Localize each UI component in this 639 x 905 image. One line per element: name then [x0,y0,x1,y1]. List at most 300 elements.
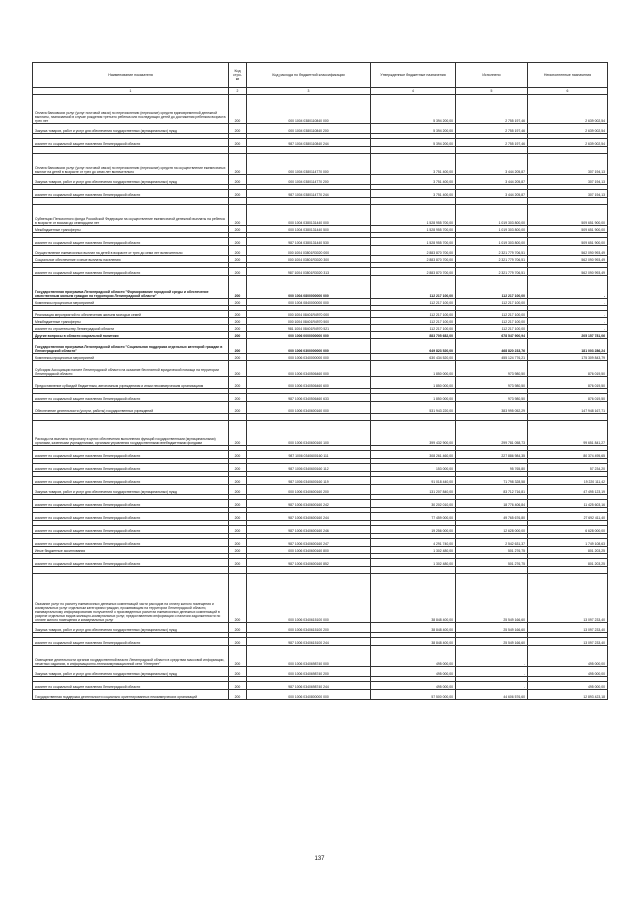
row-line-code: 200 [229,402,247,414]
row-executed: 2 755 197,46 [456,124,528,134]
row-remaining: 562 090 993,49 [528,246,608,256]
row-line-code: 200 [229,464,247,472]
spacer-cell [229,567,247,574]
row-budget-code: 000 1006 0340698740 200 [247,667,371,677]
row-remaining: 47 495 123,19 [528,485,608,495]
row-remaining: - [528,276,608,299]
row-budget-code: 987 1004 0380110840 244 [247,139,371,147]
table-row [33,139,608,147]
spacer-cell [247,567,371,574]
row-budget-code: 000 1004 0380110840 200 [247,124,371,134]
row-budget-code: 000 1004 0380114770 000 [247,154,371,175]
row-executed: 49 765 676,80 [456,513,528,521]
spacer-cell [528,198,608,205]
row-remaining: 307 194,13 [528,190,608,198]
row-name: Субсидия Ассоциации палате Ленинградской области на оказание бесплатной юридической помощи на территории Ленинградской области [33,361,229,377]
row-approved: 1 302 480,00 [371,559,456,567]
column-number: 5 [456,88,528,95]
row-budget-code: 000 1004 0380114770 200 [247,175,371,185]
row-executed: - [456,682,528,690]
row-line-code: 200 [229,421,247,446]
row-remaining: 13 097 233,40 [528,574,608,623]
row-budget-code: 987 1006 0340600160 119 [247,477,371,485]
row-name: комитет по социальной защите населения Ленинградской области [33,190,229,198]
row-budget-code: 981 1004 08401R4970 521 [247,325,371,332]
row-approved: 883 705 682,00 [371,332,456,339]
row-line-code: 200 [229,268,247,276]
row-budget-code: 000 1006 0340600160 000 [247,402,371,414]
row-name: Межбюджетные трансферты [33,318,229,325]
row-executed: 112 217 100,00 [456,325,528,332]
table-row [33,464,608,472]
row-line-code: 200 [229,339,247,354]
table-row [33,638,608,646]
row-name: Комплексы процессных мероприятий [33,354,229,361]
row-executed: 973 980,50 [456,394,528,402]
table-row [33,513,608,521]
row-approved: 3 751 400,00 [371,175,456,185]
row-line-code: 200 [229,623,247,633]
row-approved: 77 459 000,00 [371,513,456,521]
row-line-code: 200 [229,354,247,361]
spacer-cell [371,147,456,154]
row-remaining: 205 157 781,06 [528,332,608,339]
row-approved: 3 751 400,00 [371,190,456,198]
row-executed: 83 712 716,81 [456,485,528,495]
row-budget-code: 000 1006 0340615100 200 [247,623,371,633]
row-approved: 495 000,00 [371,646,456,667]
row-remaining: 876 019,50 [528,377,608,389]
row-approved: 1 302 480,00 [371,547,456,554]
row-executed: 44 606 576,60 [456,690,528,700]
row-remaining: 509 651 900,00 [528,205,608,226]
spacer-cell [528,414,608,421]
row-budget-code: 000 1006 0340506460 000 [247,361,371,377]
row-remaining: - [528,325,608,332]
row-remaining: 307 194,13 [528,154,608,175]
row-name: Иные бюджетные ассигнования [33,547,229,554]
row-budget-code: 987 1006 0340600160 244 [247,513,371,521]
row-line-code: 200 [229,325,247,332]
table-row [33,402,608,414]
row-approved: 91 018 440,00 [371,477,456,485]
row-name: Расходы на выплаты персоналу в целях обеспечения выполнения функций государственными (муниципальными) органами, казенными учреждениями, органами управления государственными внебюджетными фондами [33,421,229,446]
row-budget-code: 000 1004 0380110840 000 [247,95,371,124]
row-budget-code: 000 1004 0380131440 000 [247,205,371,226]
row-executed: 112 217 100,00 [456,299,528,306]
row-remaining: 509 651 900,00 [528,226,608,233]
row-line-code: 200 [229,154,247,175]
row-approved: 1 528 955 700,00 [371,205,456,226]
table-row [33,500,608,508]
row-executed: 468 820 233,76 [456,339,528,354]
table-row [33,205,608,226]
row-budget-code: 987 1004 03801R3020 313 [247,268,371,276]
row-remaining: - [528,318,608,325]
column-number-row [33,88,608,95]
row-executed: - [456,646,528,667]
table-row [33,154,608,175]
row-approved: 112 217 100,00 [371,299,456,306]
row-approved: 112 217 100,00 [371,318,456,325]
row-line-code: 200 [229,226,247,233]
row-name: комитет по социальной защите населения Ленинградской области [33,451,229,459]
row-name: комитет по социальной защите населения Ленинградской области [33,464,229,472]
row-line-code: 200 [229,638,247,646]
row-line-code: 200 [229,238,247,246]
header-executed: Исполнено [456,63,528,88]
row-executed: 2 755 197,46 [456,95,528,124]
row-line-code: 200 [229,139,247,147]
row-executed: 2 321 779 706,51 [456,268,528,276]
row-executed: 3 444 205,87 [456,175,528,185]
row-executed: 383 995 052,29 [456,402,528,414]
table-body [33,95,608,700]
row-line-code: 200 [229,646,247,667]
row-remaining: 562 090 993,49 [528,268,608,276]
row-line-code: 200 [229,190,247,198]
row-remaining: 509 651 900,00 [528,238,608,246]
table-row [33,646,608,667]
table-row [33,623,608,633]
row-remaining: 80 374 495,65 [528,451,608,459]
spacer-cell [371,414,456,421]
row-remaining: 6 628 000,00 [528,526,608,534]
table-row [33,559,608,567]
column-number: 2 [229,88,247,95]
row-remaining: 801 203,25 [528,559,608,567]
row-name: Закупка товаров, работ и услуг для обеспечения государственных (муниципальных) нужд [33,667,229,677]
row-remaining: 495 000,00 [528,682,608,690]
table-row [33,354,608,361]
table-row [33,451,608,459]
row-executed: 227 886 984,35 [456,451,528,459]
row-budget-code: 000 1006 0340600160 800 [247,547,371,554]
row-executed: 112 217 100,00 [456,276,528,299]
row-name: комитет по социальной защите населения Ленинградской области [33,682,229,690]
row-remaining: 11 425 603,16 [528,500,608,508]
row-name: Закупка товаров, работ и услуг для обеспечения государственных (муниципальных) нужд [33,124,229,134]
spacer-cell [229,147,247,154]
row-approved: 531 943 220,00 [371,402,456,414]
row-remaining: 495 000,00 [528,667,608,677]
table-row [33,574,608,623]
row-budget-code: 000 1004 08401R4970 000 [247,311,371,318]
row-approved: 131 207 840,00 [371,485,456,495]
row-remaining: 181 003 286,24 [528,339,608,354]
row-line-code: 200 [229,95,247,124]
spacer-row [33,567,608,574]
row-budget-code: 987 1006 0340615100 244 [247,638,371,646]
row-approved: 3 751 400,00 [371,154,456,175]
row-line-code: 200 [229,547,247,554]
row-approved: 112 217 100,00 [371,325,456,332]
row-name: Закупка товаров, работ и услуг для обеспечения государственных (муниципальных) нужд [33,623,229,633]
spacer-cell [247,198,371,205]
row-name: Обеспечение деятельности (услуги, работы) государственных учреждений [33,402,229,414]
row-name: Межбюджетные трансферты [33,226,229,233]
spacer-cell [33,567,229,574]
spacer-cell [33,198,229,205]
row-line-code: 200 [229,574,247,623]
spacer-cell [371,567,456,574]
row-name: комитет по социальной защите населения Ленинградской области [33,238,229,246]
row-approved: 399 432 900,00 [371,421,456,446]
table-row [33,539,608,547]
row-budget-code: 000 1006 0340506460 600 [247,377,371,389]
column-number: 4 [371,88,456,95]
row-line-code: 200 [229,559,247,567]
column-number: 1 [33,88,229,95]
table-row [33,226,608,233]
row-budget-code: 000 1004 03801R3020 000 [247,246,371,256]
row-approved: 19 256 000,00 [371,526,456,534]
row-remaining: 562 090 993,49 [528,256,608,263]
row-executed: 25 549 166,60 [456,574,528,623]
header-line-code: Код стро- ки [229,63,247,88]
table-row [33,667,608,677]
column-number: 3 [247,88,371,95]
row-budget-code: 000 1004 0840000000 000 [247,299,371,306]
row-name: Комплексы процессных мероприятий [33,299,229,306]
row-remaining: 13 097 233,40 [528,623,608,633]
table-row [33,268,608,276]
row-budget-code: 987 1006 0340600160 852 [247,559,371,567]
row-remaining: 2 639 002,54 [528,95,608,124]
row-remaining: 19 220 111,42 [528,477,608,485]
row-remaining: 12 893 423,18 [528,690,608,700]
row-name: Государственная поддержка деятельности социально ориентированных некоммерческих организаций [33,690,229,700]
row-executed: 112 217 100,00 [456,318,528,325]
column-number: 6 [528,88,608,95]
row-executed: 95 765,80 [456,464,528,472]
row-approved: 5 394 200,00 [371,95,456,124]
row-executed: 1 019 303 800,00 [456,205,528,226]
table-row [33,339,608,354]
row-line-code: 200 [229,256,247,263]
spacer-cell [456,414,528,421]
row-executed: 501 276,75 [456,547,528,554]
row-name: комитет по социальной защите населения Ленинградской области [33,513,229,521]
table-row [33,485,608,495]
row-budget-code: 000 1004 03801R3020 300 [247,256,371,263]
row-name: комитет по социальной защите населения Ленинградской области [33,394,229,402]
row-name: Социальное обеспечение и иные выплаты населению [33,256,229,263]
row-budget-code: 000 1006 0340600160 100 [247,421,371,446]
row-approved: 1 850 000,00 [371,394,456,402]
row-line-code: 200 [229,667,247,677]
row-approved: 649 823 520,00 [371,339,456,354]
row-name: Освещение деятельности органов государственной власти Ленинградской области в средствах массовой информации, печатных изданиях, в информационно-телекоммуникационной сети "Интернет" [33,646,229,667]
row-line-code: 200 [229,124,247,134]
row-executed: 678 547 900,94 [456,332,528,339]
row-executed: 2 321 779 706,51 [456,246,528,256]
row-line-code: 200 [229,513,247,521]
row-executed: 973 980,50 [456,361,528,377]
row-remaining: 147 948 167,71 [528,402,608,414]
table-row [33,377,608,389]
row-name: Осуществление ежемесячных выплат на детей в возрасте от трех до семи лет включительно [33,246,229,256]
row-remaining: 307 194,13 [528,175,608,185]
row-name: комитет по социальной защите населения Ленинградской области [33,559,229,567]
table-header-row [33,63,608,88]
row-name: Государственная программа Ленинградской области "Социальная поддержка отдельных категорий граждан в Ленинградской области" [33,339,229,354]
row-approved: 630 434 520,00 [371,354,456,361]
table-row [33,124,608,134]
spacer-cell [456,147,528,154]
row-approved: 2 883 870 700,00 [371,268,456,276]
row-budget-code: 987 1006 0340698740 244 [247,682,371,690]
row-executed: 12 628 000,00 [456,526,528,534]
row-executed: 2 321 779 706,51 [456,256,528,263]
row-executed: 25 549 166,60 [456,638,528,646]
row-budget-code: 000 1006 0340000000 000 [247,354,371,361]
row-line-code: 200 [229,299,247,306]
spacer-cell [33,147,229,154]
row-approved: 38 848 400,00 [371,638,456,646]
row-line-code: 200 [229,246,247,256]
spacer-cell [247,147,371,154]
spacer-cell [371,198,456,205]
row-remaining: 13 097 233,40 [528,638,608,646]
spacer-cell [456,198,528,205]
row-remaining: 57 234,20 [528,464,608,472]
spacer-row [33,198,608,205]
row-remaining: 495 000,00 [528,646,608,667]
budget-execution-table [32,62,608,700]
row-executed: 3 444 205,87 [456,190,528,198]
row-budget-code: 987 1006 0340600160 111 [247,451,371,459]
row-name: комитет по социальной защите населения Ленинградской области [33,638,229,646]
row-line-code: 200 [229,451,247,459]
row-line-code: 200 [229,526,247,534]
row-budget-code: 000 1006 0340600160 200 [247,485,371,495]
table-row [33,547,608,554]
table-row [33,325,608,332]
row-line-code: 200 [229,175,247,185]
row-executed: 18 776 406,84 [456,500,528,508]
row-name: комитет по социальной защите населения Ленинградской области [33,268,229,276]
row-line-code: 200 [229,205,247,226]
table-row [33,299,608,306]
row-name: Предоставление субсидий бюджетным, автономным учреждениям и иным некоммерческим организациям [33,377,229,389]
row-executed: 1 019 303 800,00 [456,238,528,246]
table-row [33,332,608,339]
row-executed: 25 549 166,60 [456,623,528,633]
row-budget-code: 987 1006 0340506460 633 [247,394,371,402]
row-approved: 30 202 010,00 [371,500,456,508]
row-line-code: 200 [229,690,247,700]
row-remaining: 2 639 002,54 [528,139,608,147]
row-executed: 299 781 058,73 [456,421,528,446]
row-approved: 4 291 740,00 [371,539,456,547]
row-name: комитет по социальной защите населения Ленинградской области [33,139,229,147]
row-name: Закупка товаров, работ и услуг для обеспечения государственных (муниципальных) нужд [33,485,229,495]
page-number: 137 [314,856,325,862]
spacer-cell [33,414,229,421]
row-executed: 112 217 100,00 [456,311,528,318]
row-budget-code: 987 1006 0340600160 247 [247,539,371,547]
row-remaining: - [528,299,608,306]
row-name: Закупка товаров, работ и услуг для обеспечения государственных (муниципальных) нужд [33,175,229,185]
row-approved: 112 217 100,00 [371,311,456,318]
header-indicator-name: Наименование показателя [33,63,229,88]
table-row [33,311,608,318]
row-name: комитет по строительству Ленинградской области [33,325,229,332]
row-executed: 71 798 328,58 [456,477,528,485]
row-name: Оплата банковских услуг (услуг почтовой связи) по перечислению (пересылке) средств на осуществление ежемесячных выплат на детей в возрасте от трех до семи лет включительно [33,154,229,175]
table-row [33,682,608,690]
table-row [33,95,608,124]
header-budget-code: Код расхода по бюджетной классификации [247,63,371,88]
row-budget-code: 000 1006 0340698740 000 [247,646,371,667]
row-executed: 3 444 205,87 [456,154,528,175]
row-line-code: 200 [229,682,247,690]
row-name: Оплата банковских услуг (услуг почтовой связи) по перечислению (пересылке) средств единовременной денежной выплаты, назначаемой в случае рождения третьего ребенка или последующих детей до достижения ребенком возраста трех лет [33,95,229,124]
row-approved: 495 000,00 [371,667,456,677]
row-name: Субвенции Пенсионного фонда Российской Федерации на осуществление ежемесячной денежной выплаты на ребенка в возрасте от восьми до семнадцати лет [33,205,229,226]
row-name: комитет по социальной защите населения Ленинградской области [33,539,229,547]
row-name: Реализация мероприятий по обеспечению жильем молодых семей [33,311,229,318]
row-approved: 5 394 200,00 [371,139,456,147]
row-budget-code: 000 1004 08401R4970 500 [247,318,371,325]
row-remaining: 876 019,50 [528,361,608,377]
row-line-code: 200 [229,500,247,508]
row-line-code: 200 [229,276,247,299]
table-row [33,361,608,377]
row-executed: 1 019 303 800,00 [456,226,528,233]
row-line-code: 200 [229,361,247,377]
row-executed: - [456,667,528,677]
row-approved: 308 261 460,00 [371,451,456,459]
row-budget-code: 987 1004 0380131440 530 [247,238,371,246]
spacer-row [33,414,608,421]
row-remaining: 1 749 108,63 [528,539,608,547]
row-line-code: 200 [229,394,247,402]
row-remaining: 175 309 843,79 [528,354,608,361]
spacer-cell [528,147,608,154]
row-executed: 2 542 631,37 [456,539,528,547]
row-approved: 1 528 955 700,00 [371,226,456,233]
row-line-code: 200 [229,377,247,389]
table-row [33,477,608,485]
row-executed: 501 276,75 [456,559,528,567]
row-remaining: 876 019,50 [528,394,608,402]
spacer-cell [229,198,247,205]
spacer-row [33,147,608,154]
table-row [33,190,608,198]
row-line-code: 200 [229,485,247,495]
row-name: комитет по социальной защите населения Ленинградской области [33,526,229,534]
row-budget-code: 987 1004 0380114770 244 [247,190,371,198]
row-executed: 973 980,50 [456,377,528,389]
row-approved: 5 394 200,00 [371,124,456,134]
table-row [33,276,608,299]
row-budget-code: 000 1004 0800000000 000 [247,276,371,299]
row-approved: 1 528 955 700,00 [371,238,456,246]
row-approved: 57 500 000,00 [371,690,456,700]
row-budget-code: 000 1006 0340615100 000 [247,574,371,623]
table-row [33,526,608,534]
row-budget-code: 987 1006 0340600160 242 [247,500,371,508]
row-name: комитет по социальной защите населения Ленинградской области [33,500,229,508]
row-remaining: - [528,311,608,318]
row-budget-code: 000 1006 0300000000 000 [247,339,371,354]
row-executed: 455 124 776,21 [456,354,528,361]
row-approved: 1 850 000,00 [371,361,456,377]
budget-report-sheet [32,62,607,700]
table-row [33,318,608,325]
